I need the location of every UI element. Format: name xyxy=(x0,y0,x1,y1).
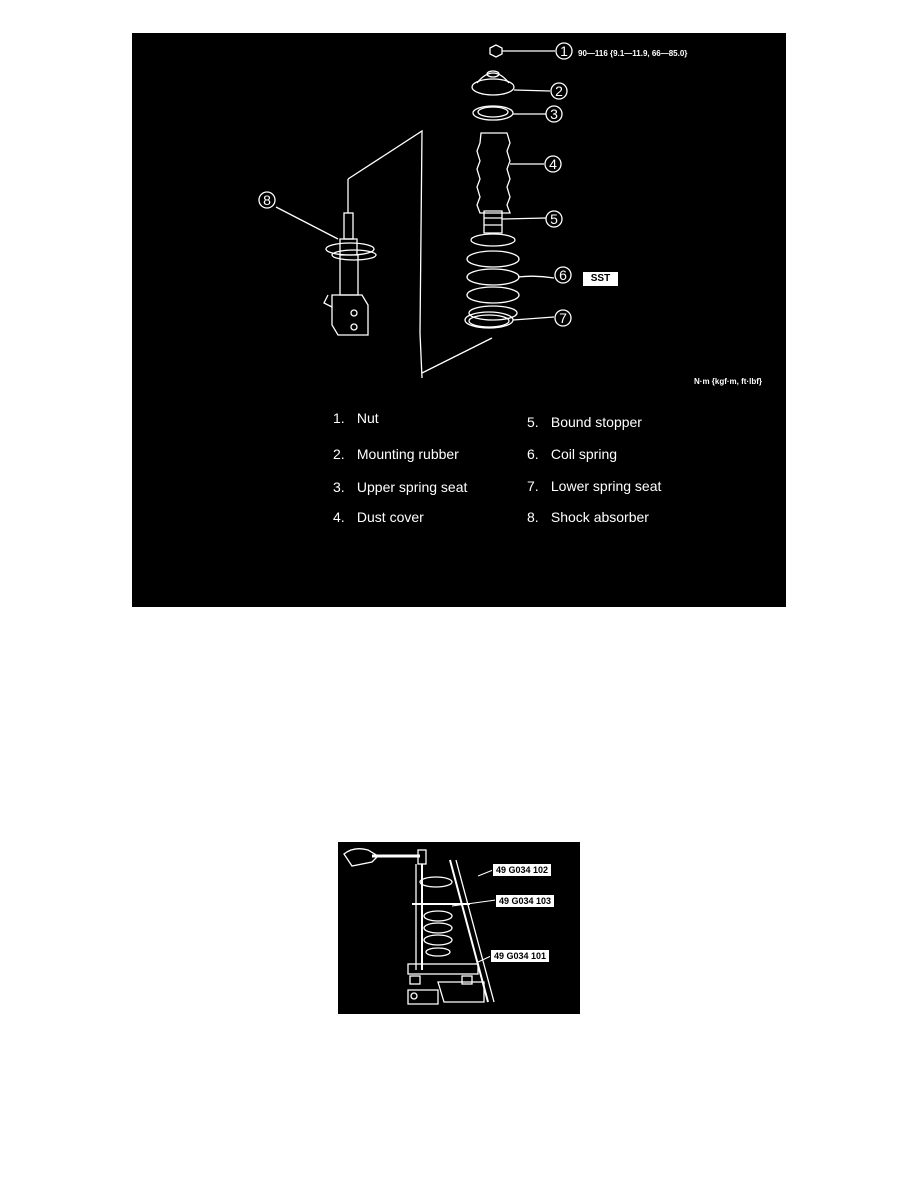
legend-label-2: Mounting rubber xyxy=(356,446,459,462)
unit-note: N·m {kgf·m, ft·lbf} xyxy=(694,377,762,386)
legend-num-1: 1. xyxy=(333,410,345,426)
callout-2: 2 xyxy=(555,83,563,99)
bound-stopper-drawing xyxy=(484,211,546,233)
lower-spring-seat-drawing xyxy=(465,312,554,328)
legend-num-6: 6. xyxy=(527,446,539,462)
legend-item-8 xyxy=(527,509,649,525)
shock-absorber-leader xyxy=(276,207,338,239)
legend-num-8: 8. xyxy=(527,509,539,525)
strut-assembly-drawing xyxy=(132,33,786,607)
legend-num-2: 2. xyxy=(333,446,345,462)
legend-label-5: Bound stopper xyxy=(550,414,642,430)
legend-label-6: Coil spring xyxy=(550,446,618,462)
legend-item-4 xyxy=(333,509,424,525)
tool-label-49g034102: 49 G034 102 xyxy=(492,863,552,877)
legend-label-3: Upper spring seat xyxy=(356,479,468,495)
bracket-line-lower xyxy=(422,338,492,373)
legend-item-7 xyxy=(527,478,661,494)
callout-6: 6 xyxy=(559,267,567,283)
legend-label-1: Nut xyxy=(356,410,379,426)
nut-drawing xyxy=(490,45,555,57)
callout-3: 3 xyxy=(550,106,558,122)
mounting-rubber-drawing xyxy=(472,71,550,95)
legend-item-5 xyxy=(527,414,642,430)
callout-4: 4 xyxy=(549,156,557,172)
callout-1: 1 xyxy=(560,43,568,59)
legend-label-4: Dust cover xyxy=(356,509,424,525)
tool-label-49g034103: 49 G034 103 xyxy=(495,894,555,908)
exploded-view-figure xyxy=(132,33,786,607)
shock-absorber-drawing xyxy=(324,179,376,335)
legend-item-6 xyxy=(527,446,617,462)
callout-7: 7 xyxy=(559,310,567,326)
legend-item-3 xyxy=(333,479,467,495)
upper-spring-seat-drawing xyxy=(473,106,546,120)
legend-num-4: 4. xyxy=(333,509,345,525)
legend-num-7: 7. xyxy=(527,478,539,494)
legend-item-2 xyxy=(333,446,459,462)
dust-cover-drawing xyxy=(477,133,544,213)
legend-item-1 xyxy=(333,410,379,426)
callout-5: 5 xyxy=(550,211,558,227)
callout-8: 8 xyxy=(263,192,271,208)
coil-spring-drawing xyxy=(467,234,554,320)
legend-label-7: Lower spring seat xyxy=(550,478,662,494)
legend-num-3: 3. xyxy=(333,479,345,495)
legend-label-8: Shock absorber xyxy=(550,509,649,525)
sst-label: SST xyxy=(583,272,618,286)
torque-spec: 90—116 {9.1—11.9, 66—85.0} xyxy=(578,49,688,58)
tool-label-49g034101: 49 G034 101 xyxy=(490,949,550,963)
spring-compressor-figure xyxy=(338,842,580,1014)
legend-num-5: 5. xyxy=(527,414,539,430)
